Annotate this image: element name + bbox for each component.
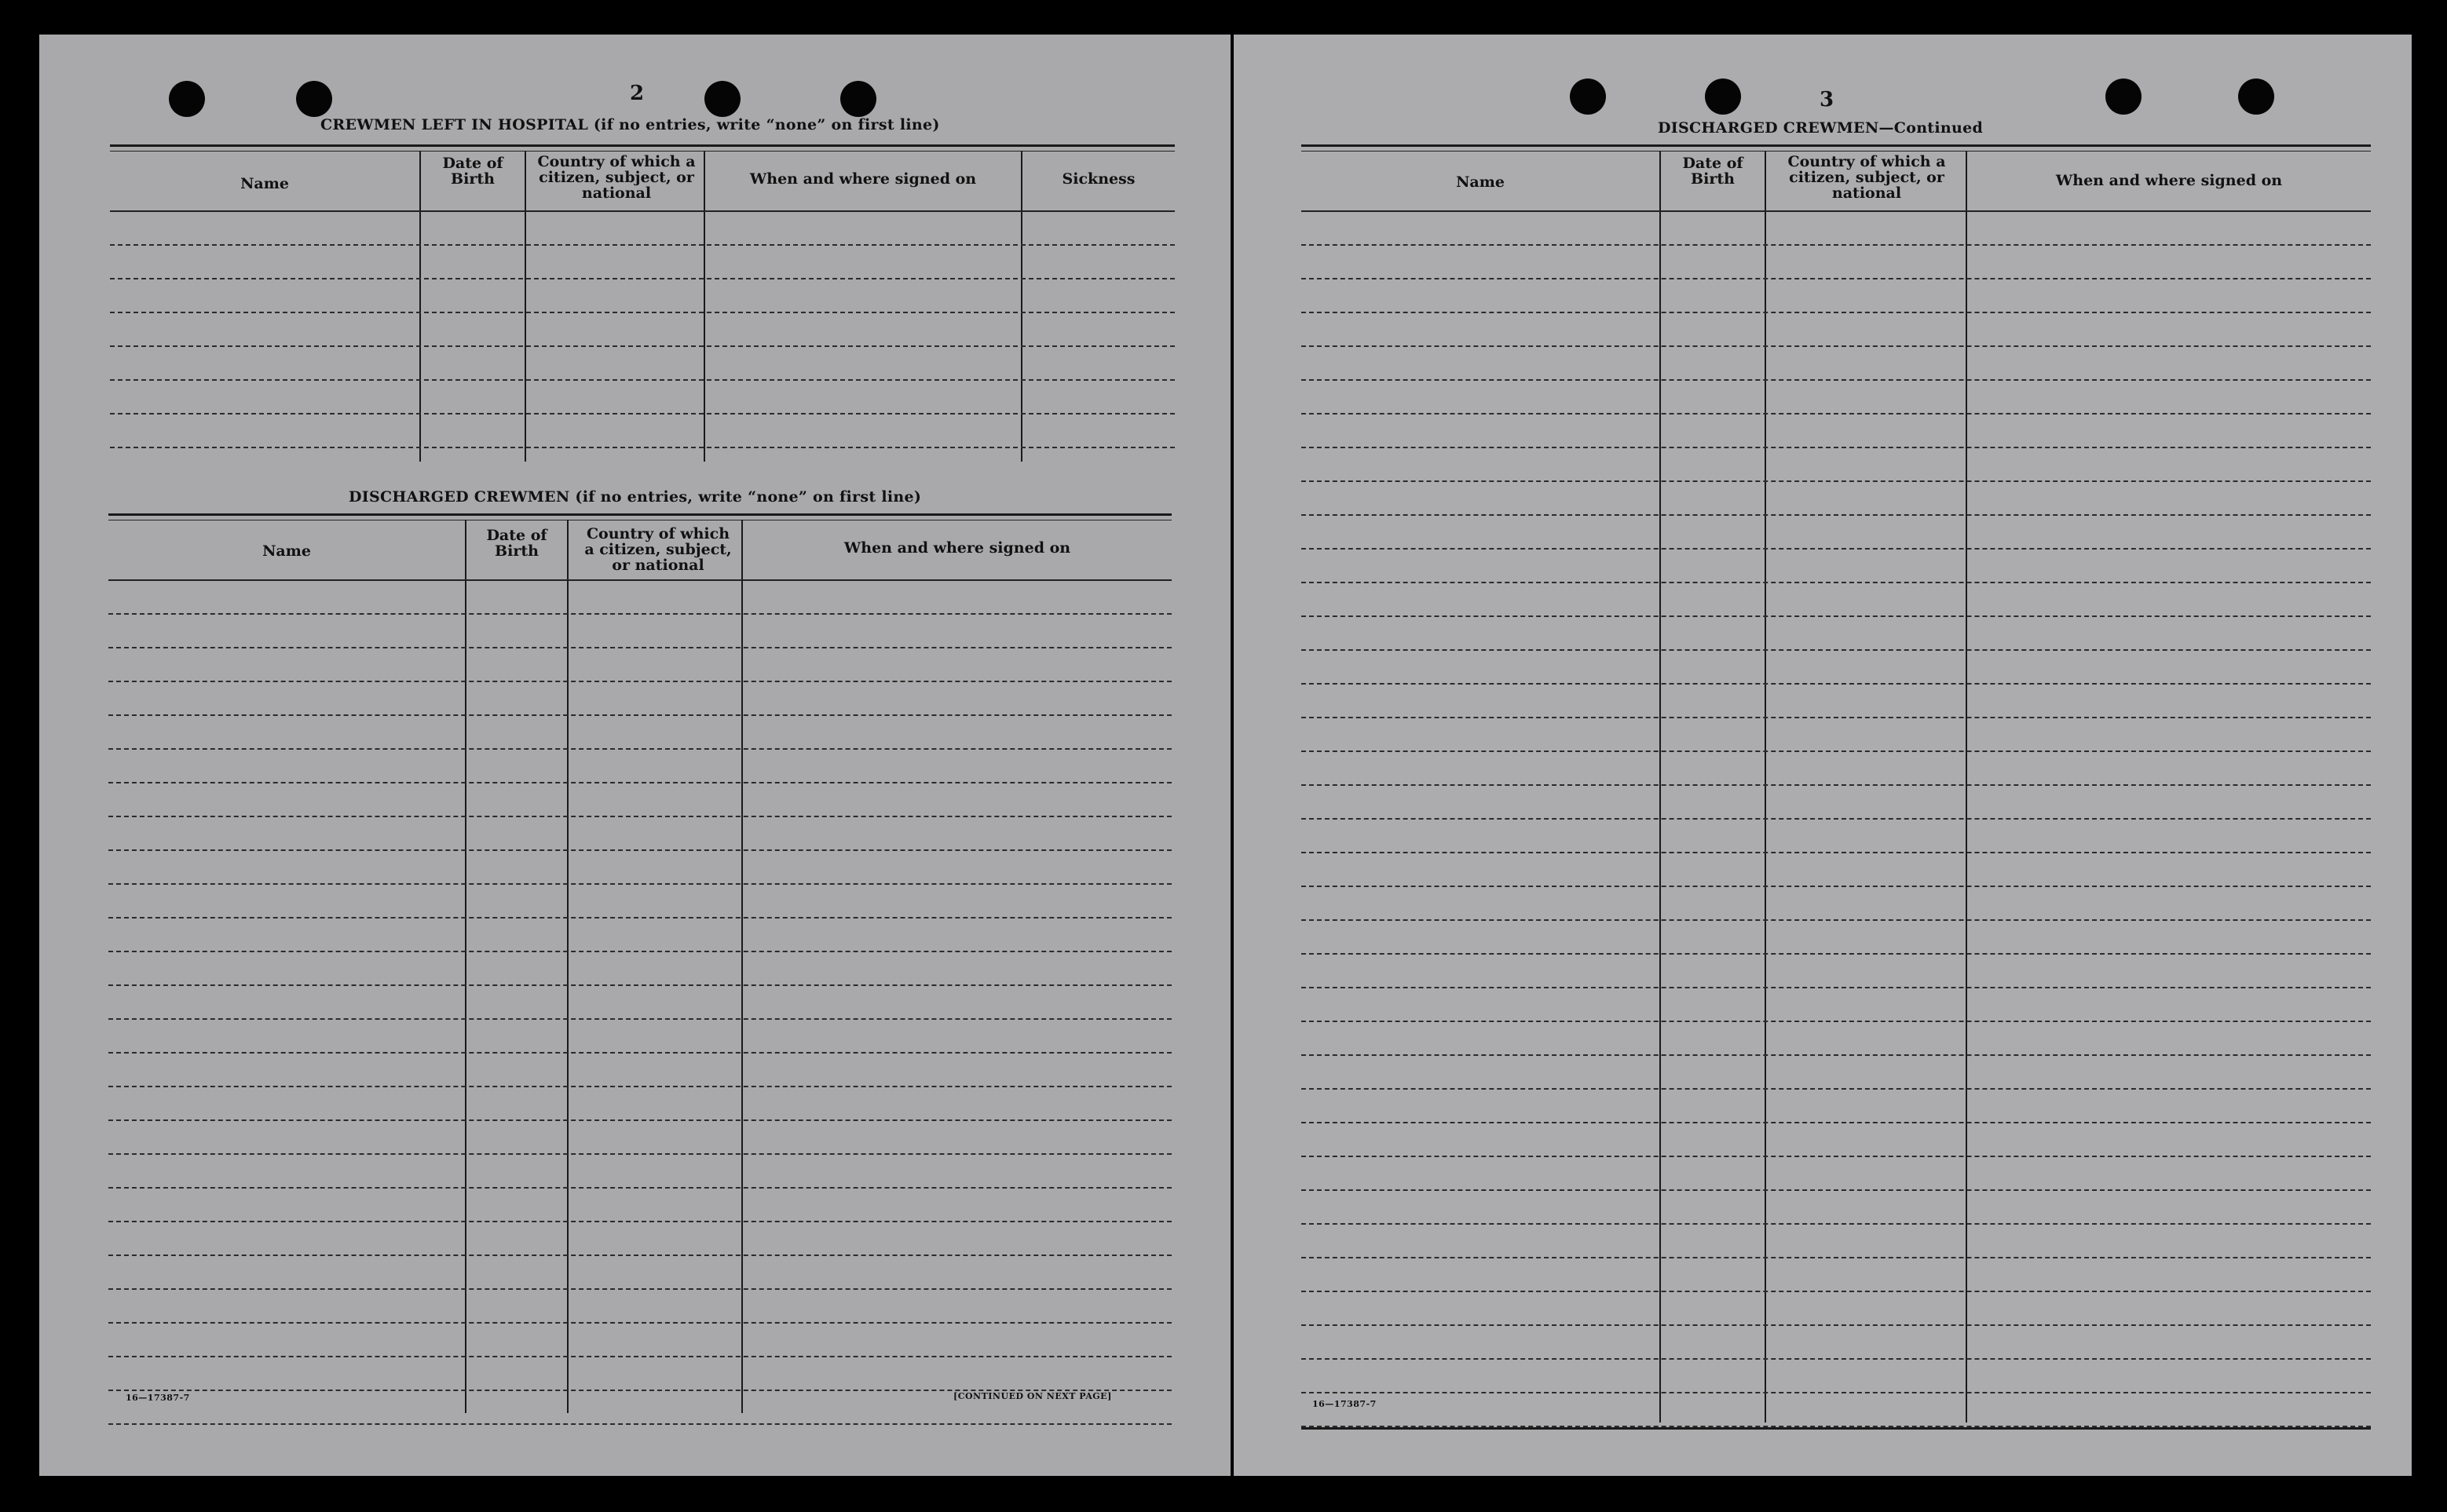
discharged-continued-rows bbox=[1301, 212, 2371, 1430]
col-header-dob: Date of Birth bbox=[1682, 155, 1743, 188]
table-row bbox=[1301, 1258, 2371, 1292]
punch-hole bbox=[1570, 79, 1606, 115]
table-row bbox=[110, 347, 1175, 381]
table-row bbox=[108, 1222, 1172, 1256]
table-row bbox=[108, 952, 1172, 986]
table-row bbox=[1301, 1090, 2371, 1123]
table-row bbox=[110, 279, 1175, 313]
table-row bbox=[1301, 820, 2371, 853]
col-header-sickness: Sickness bbox=[1062, 170, 1136, 188]
table-row bbox=[108, 615, 1172, 648]
table-row bbox=[110, 246, 1175, 279]
table-row bbox=[108, 1357, 1172, 1391]
table-row bbox=[1301, 583, 2371, 617]
col-header-country: Country of which a citizen, subject, or national bbox=[537, 153, 696, 202]
table-row bbox=[1301, 482, 2371, 516]
table-row bbox=[108, 851, 1172, 885]
discharged-continued-table bbox=[1301, 144, 2371, 1423]
right-page bbox=[1234, 35, 2412, 1476]
col-header-name: Name bbox=[262, 542, 311, 560]
col-header-name: Name bbox=[1456, 173, 1505, 191]
table-row bbox=[108, 1256, 1172, 1290]
continued-note: [CONTINUED ON NEXT PAGE] bbox=[953, 1391, 1112, 1401]
punch-hole bbox=[2105, 79, 2142, 115]
col-header-signed-on: When and where signed on bbox=[2055, 172, 2283, 189]
hospital-rows bbox=[110, 212, 1175, 448]
table-row bbox=[1301, 1360, 2371, 1393]
table-row bbox=[108, 1020, 1172, 1054]
discharged-rows bbox=[108, 581, 1172, 1425]
table-row bbox=[1301, 1022, 2371, 1056]
col-header-signed-on: When and where signed on bbox=[749, 170, 977, 188]
col-header-name: Name bbox=[240, 175, 289, 192]
col-header-country: Country of which a citizen, subject, or national bbox=[584, 525, 732, 574]
table-row bbox=[1301, 279, 2371, 313]
table-row bbox=[108, 783, 1172, 817]
discharged-table bbox=[108, 513, 1172, 1413]
table-row bbox=[108, 648, 1172, 682]
form-number: 16—17387-7 bbox=[126, 1393, 190, 1403]
table-row bbox=[108, 716, 1172, 750]
table-row bbox=[1301, 718, 2371, 752]
table-row bbox=[1301, 887, 2371, 921]
punch-hole bbox=[704, 81, 741, 117]
col-header-dob: Date of Birth bbox=[442, 155, 503, 188]
table-row bbox=[1301, 313, 2371, 347]
table-row bbox=[110, 313, 1175, 347]
punch-hole bbox=[296, 81, 332, 117]
table-row bbox=[108, 750, 1172, 783]
punch-hole bbox=[1705, 79, 1741, 115]
table-row bbox=[108, 1324, 1172, 1357]
table-row bbox=[1301, 1326, 2371, 1360]
table-row bbox=[108, 986, 1172, 1020]
table-row bbox=[1301, 347, 2371, 381]
table-row bbox=[108, 1087, 1172, 1121]
table-row bbox=[108, 1054, 1172, 1087]
table-row bbox=[1301, 381, 2371, 415]
table-row bbox=[108, 885, 1172, 919]
table-row bbox=[1301, 921, 2371, 955]
page-number: 2 bbox=[630, 82, 645, 105]
col-header-signed-on: When and where signed on bbox=[843, 539, 1071, 557]
punch-hole bbox=[169, 81, 205, 117]
left-page bbox=[39, 35, 1231, 1476]
table-row bbox=[108, 1290, 1172, 1324]
table-row bbox=[1301, 246, 2371, 279]
table-row bbox=[1301, 1225, 2371, 1258]
table-row bbox=[108, 682, 1172, 716]
section-title: DISCHARGED CREWMEN—Continued bbox=[1658, 119, 1984, 137]
table-row bbox=[1301, 1191, 2371, 1225]
table-row bbox=[1301, 752, 2371, 786]
table-row bbox=[1301, 1393, 2371, 1427]
table-row bbox=[1301, 448, 2371, 482]
punch-hole bbox=[2238, 79, 2274, 115]
table-row bbox=[108, 1155, 1172, 1189]
table-row bbox=[1301, 786, 2371, 820]
discharged-section-title: DISCHARGED CREWMEN (if no entries, write “none” on first line) bbox=[349, 488, 922, 506]
col-header-country: Country of which a citizen, subject, or national bbox=[1787, 153, 1946, 202]
table-row bbox=[1301, 212, 2371, 246]
table-row bbox=[1301, 415, 2371, 448]
table-row bbox=[108, 919, 1172, 952]
table-row bbox=[1301, 685, 2371, 718]
table-row bbox=[1301, 550, 2371, 583]
table-row bbox=[1301, 617, 2371, 651]
table-row bbox=[1301, 853, 2371, 887]
table-row bbox=[1301, 1157, 2371, 1191]
table-row bbox=[1301, 516, 2371, 550]
table-row bbox=[1301, 955, 2371, 988]
col-header-dob: Date of Birth bbox=[486, 527, 547, 560]
table-row bbox=[1301, 651, 2371, 685]
hospital-section-title: CREWMEN LEFT IN HOSPITAL (if no entries, write “none” on first line) bbox=[320, 116, 940, 133]
table-row bbox=[108, 1121, 1172, 1155]
page-number: 3 bbox=[1820, 88, 1834, 111]
table-row bbox=[1301, 988, 2371, 1022]
table-row bbox=[110, 381, 1175, 415]
table-row bbox=[110, 212, 1175, 246]
table-row bbox=[108, 581, 1172, 615]
table-row bbox=[1301, 1056, 2371, 1090]
table-row bbox=[108, 817, 1172, 851]
form-number: 16—17387-7 bbox=[1312, 1399, 1377, 1409]
table-row bbox=[1301, 1292, 2371, 1326]
hospital-table bbox=[110, 144, 1175, 462]
table-row bbox=[1301, 1123, 2371, 1157]
table-row bbox=[108, 1189, 1172, 1222]
table-row bbox=[110, 415, 1175, 448]
punch-hole bbox=[840, 81, 876, 117]
